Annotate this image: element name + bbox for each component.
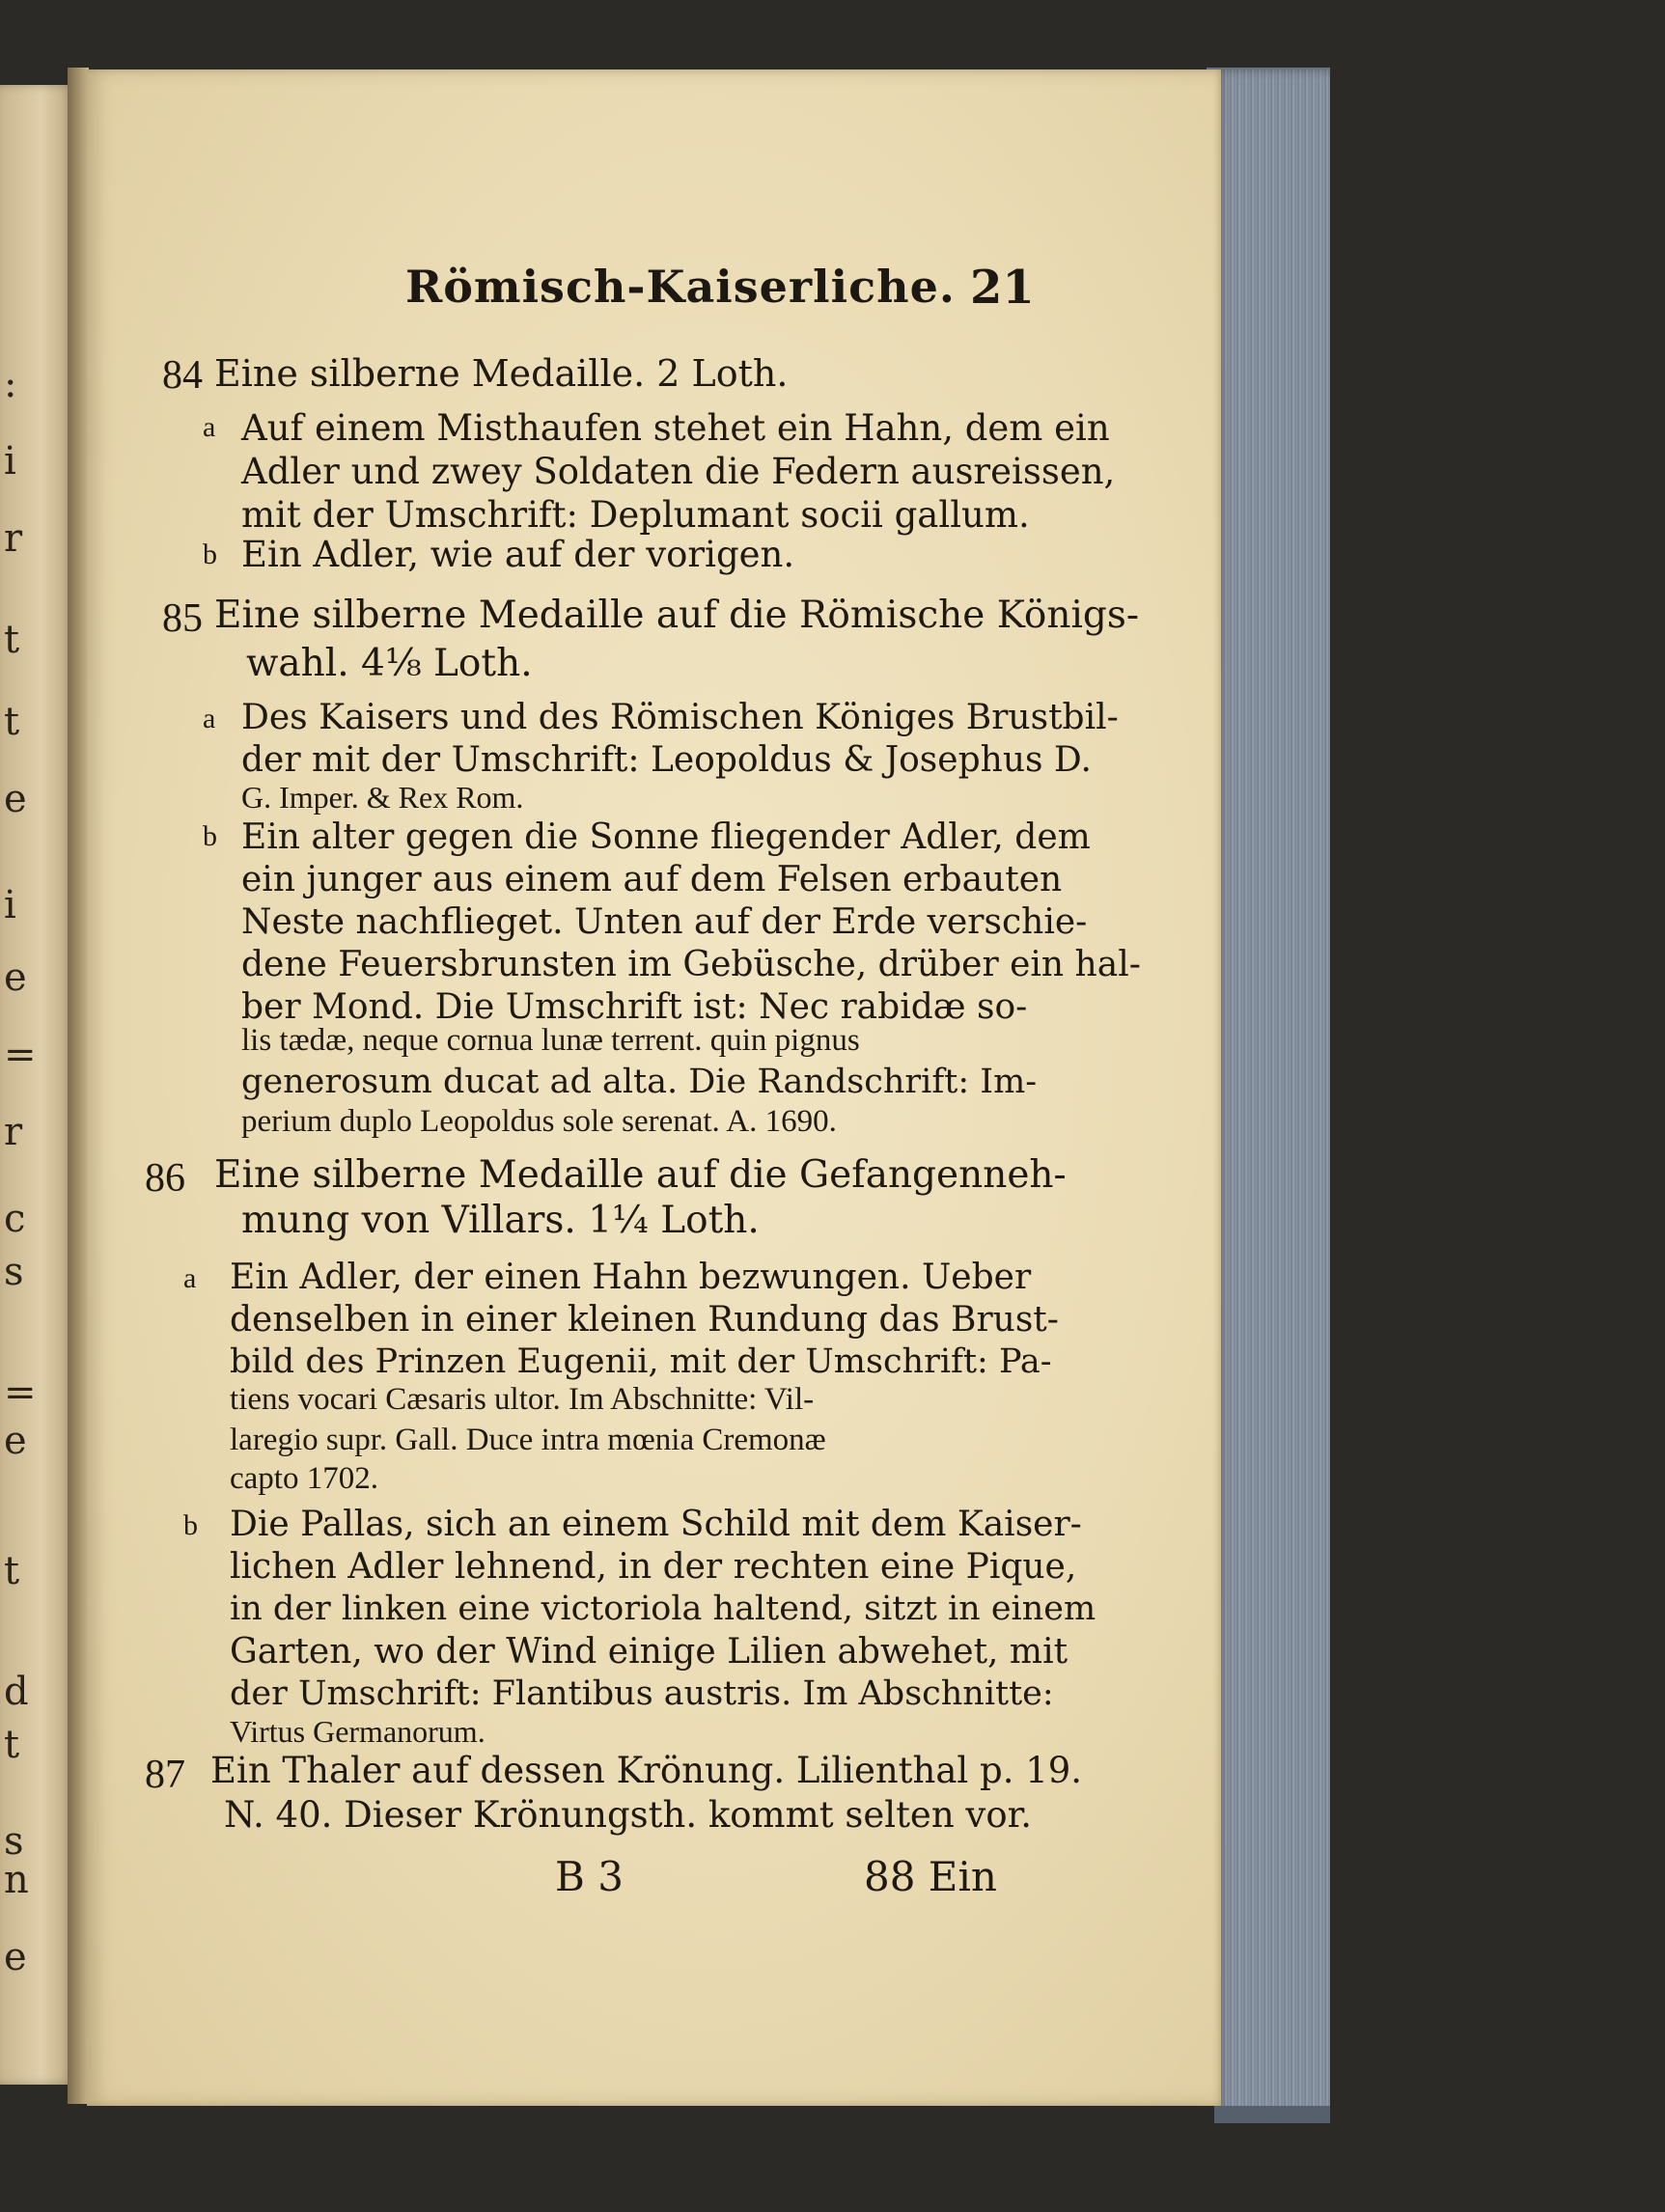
description-line: perium duplo Leopoldus sole serenat. A. 1690. bbox=[241, 1104, 837, 1139]
side-letter: a bbox=[203, 411, 216, 443]
catchword: 88 Ein bbox=[864, 1853, 997, 1900]
left-page-fragment: e bbox=[4, 777, 27, 821]
entry-title-line: Ein Thaler auf dessen Krönung. Lilienthal p. 19. bbox=[210, 1750, 1083, 1791]
entry-number: 84 bbox=[162, 353, 203, 398]
description-line: mit der Umschrift: Deplumant socii gallum. bbox=[241, 494, 1030, 536]
entry-number: 86 bbox=[145, 1156, 185, 1201]
description-line: Ein alter gegen die Sonne fliegender Adler, dem bbox=[241, 817, 1091, 857]
left-page-fragment: d bbox=[4, 1670, 29, 1714]
description-line: lis tædæ, neque cornua lunæ terrent. quin pignus bbox=[241, 1023, 860, 1058]
left-page-fragment: i bbox=[4, 883, 16, 927]
entry-title-line: N. 40. Dieser Krönungsth. kommt selten vor. bbox=[224, 1794, 1032, 1836]
description-line: generosum ducat ad alta. Die Randschrift: Im- bbox=[241, 1063, 1038, 1101]
description-line: Auf einem Misthaufen stehet ein Hahn, dem ein bbox=[241, 407, 1110, 449]
left-page-fragment: e bbox=[4, 1935, 27, 1979]
left-page-fragment: t bbox=[4, 1549, 20, 1593]
description-line: denselben in einer kleinen Rundung das Brust- bbox=[230, 1300, 1059, 1340]
entry-number: 85 bbox=[162, 596, 203, 641]
description-line: der Umschrift: Flantibus austris. Im Abschnitte: bbox=[230, 1674, 1054, 1713]
entry-title-line: mung von Villars. 1¼ Loth. bbox=[241, 1199, 760, 1242]
left-page-fragment: c bbox=[4, 1197, 26, 1241]
side-letter: a bbox=[203, 703, 216, 734]
description-line: bild des Prinzen Eugenii, mit der Umschrift: Pa- bbox=[230, 1342, 1052, 1381]
side-letter: a bbox=[183, 1262, 197, 1294]
description-line: tiens vocari Cæsaris ultor. Im Abschnitte: Vil- bbox=[230, 1382, 815, 1417]
left-page-fragment: r bbox=[4, 1110, 23, 1154]
description-line: laregio supr. Gall. Duce intra mœnia Cremonæ bbox=[230, 1423, 826, 1457]
description-line: Virtus Germanorum. bbox=[230, 1714, 486, 1749]
left-page-fragment: t bbox=[4, 618, 20, 662]
description-line: Die Pallas, sich an einem Schild mit dem Kaiser- bbox=[230, 1505, 1082, 1544]
left-page-fragment: e bbox=[4, 1419, 27, 1463]
description-line: Neste nachflieget. Unten auf der Erde verschie- bbox=[241, 902, 1088, 942]
description-line: Ein Adler, der einen Hahn bezwungen. Ueber bbox=[230, 1258, 1032, 1297]
description-line: G. Imper. & Rex Rom. bbox=[241, 780, 524, 815]
left-page-fragment: n bbox=[4, 1858, 29, 1902]
description-line: in der linken eine victoriola haltend, sitzt in einem bbox=[230, 1590, 1096, 1628]
left-page-fragment: = bbox=[4, 1033, 37, 1077]
description-line: Garten, wo der Wind einige Lilien abwehet, mit bbox=[230, 1632, 1068, 1672]
entry-title-line: Eine silberne Medaille auf die Gefangenneh- bbox=[214, 1153, 1067, 1197]
description-line: Adler und zwey Soldaten die Federn ausreissen, bbox=[241, 451, 1116, 492]
left-page-fragment: s bbox=[4, 1250, 24, 1294]
left-page-fragment: s bbox=[4, 1819, 24, 1864]
description-line: der mit der Umschrift: Leopoldus & Josephus D. bbox=[241, 740, 1092, 780]
left-page-fragment: t bbox=[4, 1723, 20, 1767]
left-page-fragment: i bbox=[4, 439, 16, 484]
left-page-fragment: e bbox=[4, 955, 27, 1000]
left-page-fragment: r bbox=[4, 516, 23, 561]
description-line: lichen Adler lehnend, in der rechten eine Pique, bbox=[230, 1547, 1077, 1587]
side-letter: b bbox=[183, 1509, 198, 1541]
description-line: Ein Adler, wie auf der vorigen. bbox=[241, 534, 795, 575]
entry-number: 87 bbox=[145, 1753, 185, 1797]
side-letter: b bbox=[203, 820, 217, 852]
running-title: Römisch-Kaiserliche. bbox=[405, 261, 956, 313]
left-page-fragment: : bbox=[4, 362, 17, 406]
entry-title-line: Eine silberne Medaille. 2 Loth. bbox=[214, 352, 789, 395]
left-page-fragment: = bbox=[4, 1370, 37, 1415]
description-line: capto 1702. bbox=[230, 1461, 378, 1496]
left-page-fragment: t bbox=[4, 700, 20, 744]
description-line: Des Kaisers und des Römischen Königes Brustbil- bbox=[241, 698, 1119, 737]
description-line: ein junger aus einem auf dem Felsen erbauten bbox=[241, 860, 1063, 899]
side-letter: b bbox=[203, 539, 217, 570]
signature-mark: B 3 bbox=[555, 1853, 624, 1900]
page-number: 21 bbox=[970, 261, 1035, 315]
entry-title-line: Eine silberne Medaille auf die Römische Königs- bbox=[214, 594, 1140, 637]
description-line: dene Feuersbrunsten im Gebüsche, drüber ein hal- bbox=[241, 945, 1141, 984]
description-line: ber Mond. Die Umschrift ist: Nec rabidæ so- bbox=[241, 987, 1028, 1027]
entry-title-line: wahl. 4⅛ Loth. bbox=[246, 642, 533, 685]
